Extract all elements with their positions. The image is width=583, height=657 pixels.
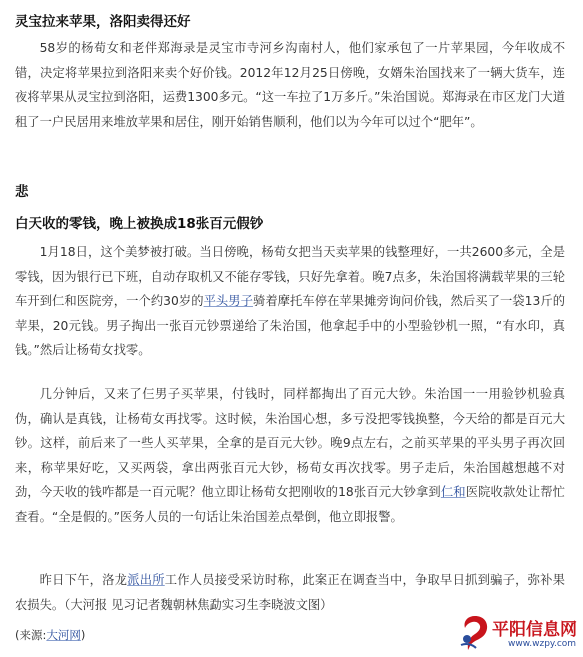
paragraph-police-text-b: 工作人员接受采访时称，此案正在调查当中，争取早日抓到骗子，弥补果农损失。（大河报 见习记者魏朝林焦勐实习生李晓波文图）	[15, 573, 565, 612]
paragraph-police-text-a: 昨日下午，洛龙	[39, 573, 128, 587]
paragraph-incident-text-a: 1月18日，这个美梦被打破。当日傍晚，杨荀女把当天卖苹果的钱整理好，一共2600多元，全是零钱，因为银行已下班，自动存取机又不能存零钱，只好先拿着。晚7点多，朱治国将满载苹果的三轮车开到仁和医院旁，一个约30岁的	[15, 245, 565, 309]
source-link-dahe[interactable]: 大河网	[46, 628, 81, 642]
source-line	[15, 627, 85, 643]
section-heading-sad: 悲	[15, 184, 29, 200]
section-heading-fake-notes: 白天收的零钱，晚上被换成18张百元假钞	[15, 216, 264, 232]
paragraph-discovery-text-a: 几分钟后，又来了仨男子买苹果，付钱时，同样都掏出了百元大钞。朱治国一一用验钞机验真伪，确认是真钱，让杨荀女再找零。这时候，朱治国心想，多亏没把零钱换整，今天给的都是百元大钞。这样，前后来了一些人买苹果，全拿的是百元大钞。晚9点左右，之前买苹果的平头男子再次回来，称苹果好吃，又买两袋，拿出两张百元大钞，杨荀女再次找零。男子走后，朱治国越想越不对劲，今天收的钱咋都是一百元呢？他立即让杨荀女把刚收的18张百元大钞拿到	[15, 387, 565, 500]
link-police-station[interactable]: 派出所	[127, 573, 165, 587]
source-prefix: (来源:	[15, 628, 47, 642]
link-renhe[interactable]: 仁和	[440, 485, 466, 500]
paragraph-discovery-text-b: 医院收款处让帮忙查看。“全是假的。”医务人员的一句话让朱治国差点晕倒，他立即报警。	[15, 485, 565, 524]
section-heading-apples: 灵宝拉来苹果，洛阳卖得还好	[15, 14, 191, 30]
link-pingtou-man[interactable]: 平头男子	[203, 294, 253, 309]
watermark-site-url: www.wzpy.com	[508, 639, 577, 649]
paragraph-police	[15, 568, 565, 617]
pingyang-logo-icon	[458, 612, 492, 652]
paragraph-incident	[15, 240, 565, 363]
paragraph-discovery	[15, 382, 565, 530]
paragraph-intro	[15, 36, 565, 134]
watermark-site-name: 平阳信息网	[492, 620, 577, 640]
source-suffix: )	[80, 628, 86, 642]
paragraph-intro-text: 58岁的杨荀女和老伴郑海录是灵宝市寺河乡沟南村人，他们家承包了一片苹果园，今年收成不错，决定将苹果拉到洛阳来卖个好价钱。2012年12月25日傍晚，女婿朱治国找来了一辆大货车，连夜将苹果从灵宝拉到洛阳，运费1300多元。“这一车拉了1万多斤。”朱治国说。郑海录在市区龙门大道租了一户民居用来堆放苹果和居住，刚开始销售顺利，他们以为今年可以过个“肥年”。	[15, 41, 565, 129]
site-watermark-logo	[458, 612, 576, 654]
paragraph-incident-text-b: 骑着摩托车停在苹果摊旁询问价钱，然后买了一袋13斤的苹果，20元钱。男子掏出一张百元钞票递给了朱治国，他拿起手中的小型验钞机一照，“有水印，真钱。”然后让杨荀女找零。	[15, 294, 565, 358]
